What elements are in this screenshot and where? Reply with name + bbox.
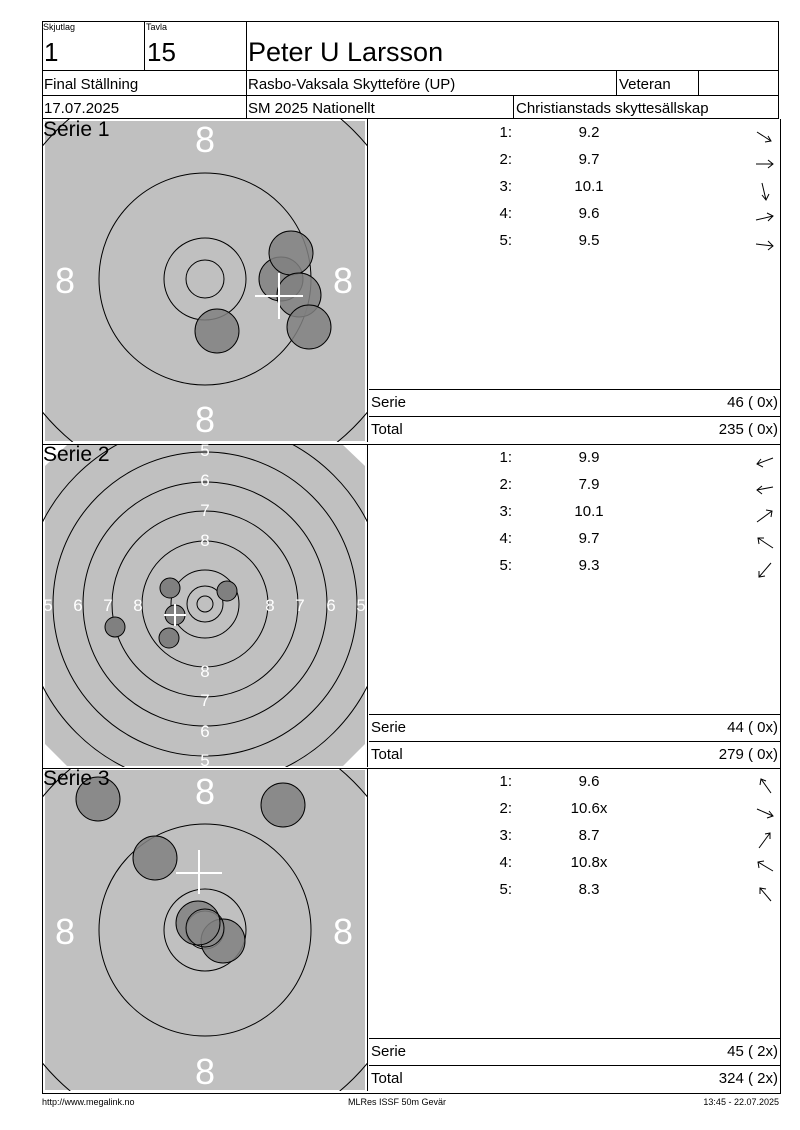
ring-label-right: 8 (332, 911, 354, 952)
footer-link[interactable]: http://www.megalink.no (42, 1097, 135, 1107)
shot-number: 4: (499, 205, 512, 222)
ring-label: 8 (265, 596, 275, 615)
total-label: Total (371, 1070, 403, 1087)
ring-label: 8 (200, 662, 210, 681)
stage-text: Final Ställning (44, 76, 139, 93)
ring-label-left: 8 (54, 911, 76, 952)
arrow-right-icon (754, 153, 776, 175)
shot-number: 2: (499, 151, 512, 168)
shot-hole (160, 578, 180, 598)
ring-label: 5 (356, 596, 366, 615)
ring-label: 7 (200, 691, 210, 710)
shot-row (369, 557, 780, 583)
arrow-down-right-icon (754, 126, 776, 148)
target-svg (43, 768, 367, 1091)
ring-label: 5 (200, 444, 210, 460)
arrow-left-icon (754, 451, 776, 473)
target-svg (43, 119, 367, 442)
arrow-down-left-icon (754, 559, 776, 581)
serie-sum-label: Serie (371, 719, 407, 736)
target-svg (43, 444, 367, 767)
arrow-up-right-icon (754, 505, 776, 527)
shooter-name: Peter U Larsson (248, 37, 444, 67)
shot-row (369, 827, 780, 853)
total-value: 235 ( 0x) (718, 421, 778, 438)
serie-sum-value: 45 ( 2x) (727, 1043, 778, 1060)
arrow-left-icon (754, 478, 776, 500)
shot-value: 10.8x (570, 854, 608, 871)
shot-value: 9.6 (578, 773, 600, 790)
serie-sum-label: Serie (371, 394, 407, 411)
serie-sum-row (369, 714, 780, 741)
arrow-up-left-icon (754, 775, 776, 797)
shot-hole (287, 305, 331, 349)
ring-label-right: 8 (332, 260, 354, 301)
arrow-down-icon (754, 180, 776, 202)
series-panel-1 (42, 119, 781, 445)
shot-value: 9.3 (578, 557, 600, 574)
shot-hole (105, 617, 125, 637)
serie-sum-row (369, 1038, 780, 1065)
serie-sum-row (369, 389, 780, 416)
ring-label-bottom: 8 (194, 399, 216, 440)
shot-number: 4: (499, 854, 512, 871)
shot-value: 9.6 (578, 205, 600, 222)
arrow-right-icon (754, 207, 776, 229)
ring-label-top: 8 (194, 771, 216, 812)
arrow-up-left-icon (754, 883, 776, 905)
ring-label: 8 (133, 596, 143, 615)
shot-value: 9.7 (578, 151, 600, 168)
target-image (43, 768, 368, 1091)
skjutlag-label: Skjutlag (43, 22, 76, 32)
total-row (369, 1065, 780, 1092)
shot-number: 1: (499, 449, 512, 466)
shot-hole (269, 231, 313, 275)
arrow-up-left-icon (754, 532, 776, 554)
ring-label: 6 (200, 722, 210, 741)
shot-hole (133, 836, 177, 880)
shot-row (369, 232, 780, 258)
shot-row (369, 530, 780, 556)
shot-row (369, 773, 780, 799)
shot-value: 9.9 (578, 449, 600, 466)
shot-value: 8.3 (578, 881, 600, 898)
arrow-up-left-icon (754, 856, 776, 878)
shot-number: 1: (499, 124, 512, 141)
shot-value: 9.7 (578, 530, 600, 547)
shot-value: 7.9 (578, 476, 600, 493)
shot-row (369, 205, 780, 231)
series-panel-2 (42, 444, 781, 769)
total-label: Total (371, 746, 403, 763)
shot-row (369, 881, 780, 907)
shot-row (369, 151, 780, 177)
shot-row (369, 449, 780, 475)
shot-number: 4: (499, 530, 512, 547)
series-panel-3 (42, 768, 781, 1094)
shot-value: 10.1 (574, 503, 604, 520)
serie-title: Serie 1 (43, 119, 110, 141)
total-row (369, 416, 780, 443)
footer-timestamp: 13:45 - 22.07.2025 (703, 1097, 779, 1107)
shot-number: 5: (499, 557, 512, 574)
total-label: Total (371, 421, 403, 438)
shot-hole (217, 581, 237, 601)
total-value: 279 ( 0x) (718, 746, 778, 763)
arrow-up-right-icon (754, 829, 776, 851)
tavla-label: Tavla (146, 22, 168, 32)
shot-hole (176, 901, 220, 945)
club-text: Rasbo-Vaksala Skytteföre (UP) (248, 76, 456, 93)
ring-label: 7 (295, 596, 305, 615)
target-background (45, 445, 365, 766)
serie-title: Serie 2 (43, 444, 110, 466)
ring-label-bottom: 8 (194, 1051, 216, 1091)
shot-hole (195, 309, 239, 353)
shot-row (369, 503, 780, 529)
shot-number: 3: (499, 503, 512, 520)
organizer-text: Christianstads skyttesällskap (516, 100, 709, 117)
shot-number: 3: (499, 178, 512, 195)
target-background (45, 121, 365, 441)
shot-number: 2: (499, 476, 512, 493)
ring-label: 7 (103, 596, 113, 615)
shot-row (369, 800, 780, 826)
ring-label: 6 (200, 471, 210, 490)
arrow-right-icon (754, 234, 776, 256)
target-image (43, 444, 368, 767)
shot-value: 10.6x (570, 800, 608, 817)
shot-value: 9.2 (578, 124, 600, 141)
tavla-value: 15 (147, 37, 176, 67)
target-image (43, 119, 368, 442)
header (42, 21, 779, 119)
shot-number: 3: (499, 827, 512, 844)
shot-value: 10.1 (574, 178, 604, 195)
shot-number: 1: (499, 773, 512, 790)
ring-label: 8 (200, 531, 210, 550)
serie-title: Serie 3 (43, 768, 110, 790)
ring-label-top: 8 (194, 119, 216, 160)
shot-row (369, 124, 780, 150)
class-text: Veteran (619, 76, 671, 93)
arrow-down-right-icon (754, 802, 776, 824)
ring-label: 6 (73, 596, 83, 615)
shot-number: 5: (499, 232, 512, 249)
shot-row (369, 178, 780, 204)
shot-hole (159, 628, 179, 648)
ring-label: 5 (200, 751, 210, 767)
shot-hole (261, 783, 305, 827)
shot-row (369, 476, 780, 502)
shot-value: 9.5 (578, 232, 600, 249)
shot-number: 5: (499, 881, 512, 898)
skjutlag-value: 1 (44, 37, 59, 67)
serie-sum-label: Serie (371, 1043, 407, 1060)
shot-value: 8.7 (578, 827, 600, 844)
date-text: 17.07.2025 (44, 100, 120, 117)
competition-text: SM 2025 Nationellt (248, 100, 375, 117)
shot-number: 2: (499, 800, 512, 817)
ring-label: 6 (326, 596, 336, 615)
footer-software: MLRes ISSF 50m Gevär (348, 1097, 447, 1107)
ring-label: 7 (200, 501, 210, 520)
serie-sum-value: 46 ( 0x) (727, 394, 778, 411)
total-value: 324 ( 2x) (718, 1070, 778, 1087)
ring-label-left: 8 (54, 260, 76, 301)
ring-label: 5 (43, 596, 53, 615)
total-row (369, 741, 780, 768)
serie-sum-value: 44 ( 0x) (727, 719, 778, 736)
shot-row (369, 854, 780, 880)
